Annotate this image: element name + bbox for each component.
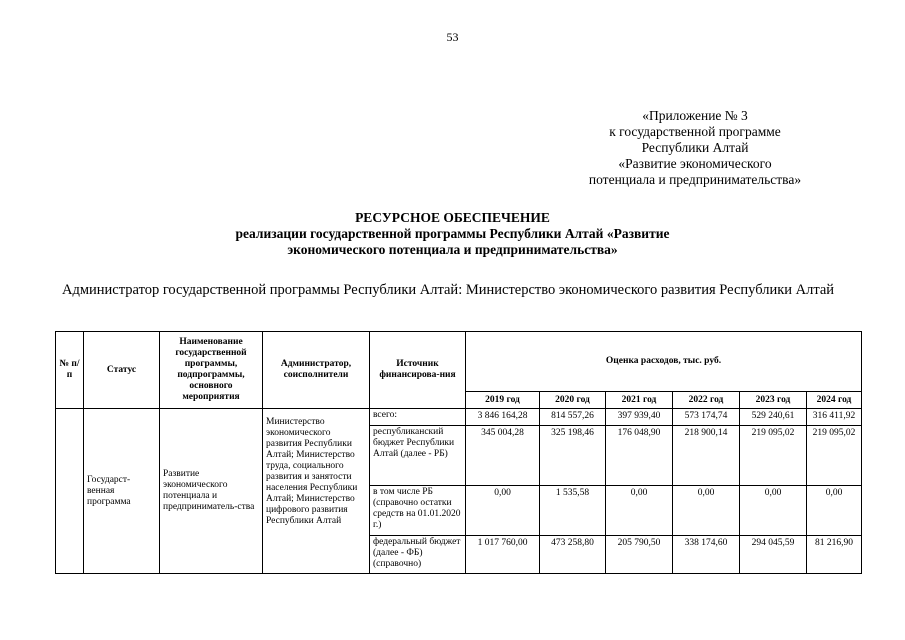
appendix-line: к государственной программе (609, 124, 781, 139)
value-cell: 218 900,14 (673, 426, 740, 486)
value-cell: 0,00 (673, 486, 740, 536)
header-name: Наименование государственной программы, подпрограммы, основного мероприятия (160, 332, 263, 409)
header-status: Статус (84, 332, 160, 409)
header-estimate: Оценка расходов, тыс. руб. (466, 332, 862, 392)
title-line: реализации государственной программы Республики Алтай «Развитие (235, 226, 670, 241)
value-cell: 325 198,46 (540, 426, 606, 486)
value-cell: 529 240,61 (740, 409, 807, 426)
appendix-line: потенциала и предпринимательства» (588, 172, 802, 187)
header-year: 2024 год (807, 392, 862, 409)
program-status: Государст-венная программа (84, 409, 160, 574)
appendix-line: «Приложение № 3 (642, 108, 748, 123)
value-cell: 345 004,28 (466, 426, 540, 486)
page-number: 53 (446, 30, 459, 44)
header-year: 2020 год (540, 392, 606, 409)
title-line: экономического потенциала и предпринимательства» (287, 242, 618, 257)
source-cell: в том числе РБ (справочно остатки средств на 01.01.2020 г.) (370, 486, 466, 536)
value-cell: 219 095,02 (807, 426, 862, 486)
header-admin: Администратор, соисполнители (263, 332, 370, 409)
value-cell: 0,00 (740, 486, 807, 536)
header-year: 2019 год (466, 392, 540, 409)
program-admin: Министерство экономического развития Республики Алтай; Министерство труда, социального развития и занятости населения Республики Алтай; Министерство цифрового развития Республики Алтай (263, 409, 370, 574)
source-cell: федеральный бюджет (далее - ФБ) (справочно) (370, 536, 466, 574)
header-source: Источник финансирова-ния (370, 332, 466, 409)
document-title (150, 210, 755, 258)
program-num (56, 409, 84, 574)
program-name: Развитие экономического потенциала и предприниматель-ства (160, 409, 263, 574)
header-year: 2023 год (740, 392, 807, 409)
administrator-paragraph: Администратор государственной программы Республики Алтай: Министерство экономического развития Республики Алтай (62, 282, 835, 298)
header-year: 2022 год (673, 392, 740, 409)
table-row (56, 409, 862, 426)
source-cell: республиканский бюджет Республики Алтай (далее - РБ) (370, 426, 466, 486)
value-cell: 1 017 760,00 (466, 536, 540, 574)
appendix-line: Республики Алтай (641, 140, 749, 155)
value-cell: 219 095,02 (740, 426, 807, 486)
value-cell: 338 174,60 (673, 536, 740, 574)
appendix-header (560, 108, 830, 188)
title-line: РЕСУРСНОЕ ОБЕСПЕЧЕНИЕ (355, 210, 550, 225)
value-cell: 176 048,90 (606, 426, 673, 486)
value-cell: 0,00 (606, 486, 673, 536)
value-cell: 473 258,80 (540, 536, 606, 574)
value-cell: 1 535,58 (540, 486, 606, 536)
value-cell: 205 790,50 (606, 536, 673, 574)
value-cell: 3 846 164,28 (466, 409, 540, 426)
appendix-line: «Развитие экономического (618, 156, 772, 171)
value-cell: 0,00 (466, 486, 540, 536)
header-year: 2021 год (606, 392, 673, 409)
value-cell: 294 045,59 (740, 536, 807, 574)
resource-table (55, 331, 862, 574)
value-cell: 81 216,90 (807, 536, 862, 574)
header-num: № п/п (56, 332, 84, 409)
value-cell: 573 174,74 (673, 409, 740, 426)
source-cell: всего: (370, 409, 466, 426)
value-cell: 0,00 (807, 486, 862, 536)
value-cell: 397 939,40 (606, 409, 673, 426)
value-cell: 316 411,92 (807, 409, 862, 426)
value-cell: 814 557,26 (540, 409, 606, 426)
